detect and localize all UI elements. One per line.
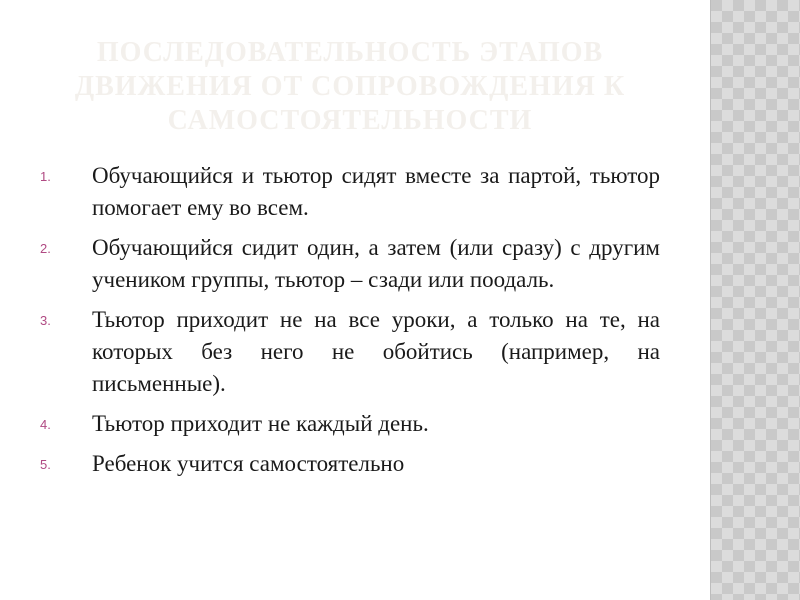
list-item (40, 232, 660, 296)
item-number: 4. (40, 417, 51, 432)
steps-list (40, 160, 660, 488)
slide-title (30, 36, 670, 138)
list-item (40, 160, 660, 224)
item-number: 3. (40, 313, 51, 328)
list-item (40, 448, 660, 480)
list-item (40, 304, 660, 400)
item-text: Ребенок учится самостоятельно (92, 451, 405, 476)
list-item (40, 408, 660, 440)
item-text: Тьютор приходит не каждый день. (92, 411, 429, 436)
title-line-3: САМОСТОЯТЕЛЬНОСТИ (167, 105, 533, 136)
decorative-pattern-panel (710, 0, 800, 600)
item-text: Обучающийся сидит один, а затем (или сразу) с другим учеником группы, тьютор – сзади или поодаль. (92, 235, 660, 292)
title-line-1: ПОСЛЕДОВАТЕЛЬНОСТЬ ЭТАПОВ (96, 37, 604, 68)
item-number: 5. (40, 457, 51, 472)
item-number: 2. (40, 241, 51, 256)
title-line-2: ДВИЖЕНИЯ ОТ СОПРОВОЖДЕНИЯ К (74, 71, 626, 102)
item-text: Тьютор приходит не на все уроки, а только на те, на которых без него не обойтись (например, на письменные). (92, 307, 660, 396)
item-text: Обучающийся и тьютор сидят вместе за партой, тьютор помогает ему во всем. (92, 163, 660, 220)
item-number: 1. (40, 169, 51, 184)
